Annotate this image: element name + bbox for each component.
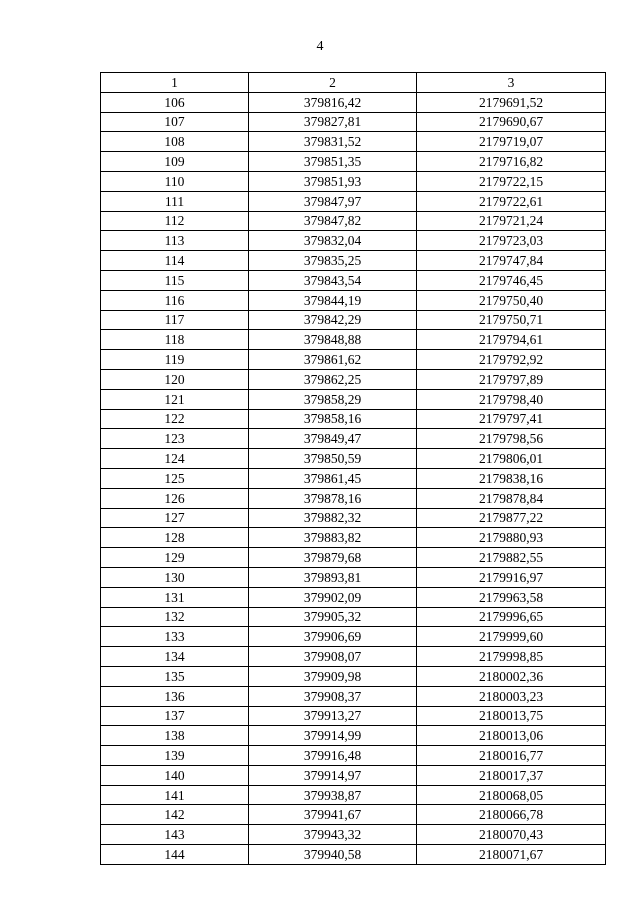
table-row	[101, 310, 606, 330]
y-coordinate-cell: 2180068,05	[417, 785, 606, 805]
point-number-cell: 113	[101, 231, 249, 251]
x-coordinate-cell: 379851,93	[249, 171, 417, 191]
table-header-row	[101, 73, 606, 93]
x-coordinate-cell: 379844,19	[249, 290, 417, 310]
point-number-cell: 120	[101, 369, 249, 389]
table-row	[101, 647, 606, 667]
y-coordinate-cell: 2179722,61	[417, 191, 606, 211]
y-coordinate-cell: 2180066,78	[417, 805, 606, 825]
x-coordinate-cell: 379906,69	[249, 627, 417, 647]
x-coordinate-cell: 379847,82	[249, 211, 417, 231]
table-row	[101, 488, 606, 508]
y-coordinate-cell: 2179838,16	[417, 468, 606, 488]
x-coordinate-cell: 379842,29	[249, 310, 417, 330]
x-coordinate-cell: 379851,35	[249, 152, 417, 172]
point-number-cell: 131	[101, 587, 249, 607]
x-coordinate-cell: 379938,87	[249, 785, 417, 805]
y-coordinate-cell: 2179719,07	[417, 132, 606, 152]
point-number-cell: 121	[101, 389, 249, 409]
y-coordinate-cell: 2179750,40	[417, 290, 606, 310]
y-coordinate-cell: 2180003,23	[417, 686, 606, 706]
page-number: 4	[316, 39, 324, 54]
table-row	[101, 231, 606, 251]
point-number-cell: 137	[101, 706, 249, 726]
point-number-cell: 127	[101, 508, 249, 528]
x-coordinate-cell: 379879,68	[249, 548, 417, 568]
point-number-cell: 138	[101, 726, 249, 746]
table-row	[101, 607, 606, 627]
point-number-cell: 140	[101, 765, 249, 785]
table-row	[101, 191, 606, 211]
x-coordinate-cell: 379905,32	[249, 607, 417, 627]
point-number-cell: 124	[101, 449, 249, 469]
x-coordinate-cell: 379882,32	[249, 508, 417, 528]
y-coordinate-cell: 2180070,43	[417, 825, 606, 845]
y-coordinate-cell: 2179746,45	[417, 270, 606, 290]
column-header-3: 3	[417, 73, 606, 93]
table-row	[101, 805, 606, 825]
table-row	[101, 350, 606, 370]
point-number-cell: 117	[101, 310, 249, 330]
y-coordinate-cell: 2179794,61	[417, 330, 606, 350]
point-number-cell: 115	[101, 270, 249, 290]
y-coordinate-cell: 2179916,97	[417, 567, 606, 587]
y-coordinate-cell: 2179691,52	[417, 92, 606, 112]
point-number-cell: 144	[101, 845, 249, 865]
x-coordinate-cell: 379831,52	[249, 132, 417, 152]
y-coordinate-cell: 2179716,82	[417, 152, 606, 172]
table-row	[101, 627, 606, 647]
y-coordinate-cell: 2180016,77	[417, 746, 606, 766]
table-row	[101, 706, 606, 726]
x-coordinate-cell: 379861,45	[249, 468, 417, 488]
y-coordinate-cell: 2179882,55	[417, 548, 606, 568]
y-coordinate-cell: 2180071,67	[417, 845, 606, 865]
x-coordinate-cell: 379835,25	[249, 251, 417, 271]
y-coordinate-cell: 2179721,24	[417, 211, 606, 231]
point-number-cell: 133	[101, 627, 249, 647]
table-row	[101, 468, 606, 488]
x-coordinate-cell: 379908,37	[249, 686, 417, 706]
x-coordinate-cell: 379902,09	[249, 587, 417, 607]
x-coordinate-cell: 379849,47	[249, 429, 417, 449]
point-number-cell: 122	[101, 409, 249, 429]
table-row	[101, 528, 606, 548]
y-coordinate-cell: 2179722,15	[417, 171, 606, 191]
point-number-cell: 141	[101, 785, 249, 805]
x-coordinate-cell: 379941,67	[249, 805, 417, 825]
y-coordinate-cell: 2179878,84	[417, 488, 606, 508]
x-coordinate-cell: 379883,82	[249, 528, 417, 548]
y-coordinate-cell: 2179999,60	[417, 627, 606, 647]
y-coordinate-cell: 2179996,65	[417, 607, 606, 627]
x-coordinate-cell: 379861,62	[249, 350, 417, 370]
y-coordinate-cell: 2179806,01	[417, 449, 606, 469]
point-number-cell: 107	[101, 112, 249, 132]
point-number-cell: 132	[101, 607, 249, 627]
x-coordinate-cell: 379832,04	[249, 231, 417, 251]
table-row	[101, 508, 606, 528]
table-row	[101, 785, 606, 805]
point-number-cell: 112	[101, 211, 249, 231]
table-row	[101, 845, 606, 865]
y-coordinate-cell: 2179877,22	[417, 508, 606, 528]
y-coordinate-cell: 2180013,06	[417, 726, 606, 746]
y-coordinate-cell: 2180002,36	[417, 666, 606, 686]
table-row	[101, 567, 606, 587]
table-row	[101, 369, 606, 389]
table-row	[101, 112, 606, 132]
x-coordinate-cell: 379943,32	[249, 825, 417, 845]
table-row	[101, 152, 606, 172]
table-row	[101, 270, 606, 290]
table-row	[101, 548, 606, 568]
coordinates-table	[100, 72, 606, 865]
table-row	[101, 429, 606, 449]
table-row	[101, 409, 606, 429]
point-number-cell: 118	[101, 330, 249, 350]
table-row	[101, 330, 606, 350]
y-coordinate-cell: 2179880,93	[417, 528, 606, 548]
table-row	[101, 765, 606, 785]
table-row	[101, 290, 606, 310]
table-row	[101, 132, 606, 152]
y-coordinate-cell: 2179690,67	[417, 112, 606, 132]
y-coordinate-cell: 2180013,75	[417, 706, 606, 726]
point-number-cell: 128	[101, 528, 249, 548]
x-coordinate-cell: 379858,16	[249, 409, 417, 429]
table-row	[101, 171, 606, 191]
table-row	[101, 92, 606, 112]
point-number-cell: 135	[101, 666, 249, 686]
column-header-1: 1	[101, 73, 249, 93]
column-header-2: 2	[249, 73, 417, 93]
point-number-cell: 109	[101, 152, 249, 172]
x-coordinate-cell: 379862,25	[249, 369, 417, 389]
y-coordinate-cell: 2180017,37	[417, 765, 606, 785]
point-number-cell: 106	[101, 92, 249, 112]
x-coordinate-cell: 379909,98	[249, 666, 417, 686]
point-number-cell: 114	[101, 251, 249, 271]
x-coordinate-cell: 379914,99	[249, 726, 417, 746]
x-coordinate-cell: 379848,88	[249, 330, 417, 350]
table-row	[101, 587, 606, 607]
x-coordinate-cell: 379893,81	[249, 567, 417, 587]
y-coordinate-cell: 2179723,03	[417, 231, 606, 251]
point-number-cell: 119	[101, 350, 249, 370]
point-number-cell: 136	[101, 686, 249, 706]
point-number-cell: 142	[101, 805, 249, 825]
y-coordinate-cell: 2179998,85	[417, 647, 606, 667]
point-number-cell: 108	[101, 132, 249, 152]
x-coordinate-cell: 379913,27	[249, 706, 417, 726]
y-coordinate-cell: 2179792,92	[417, 350, 606, 370]
point-number-cell: 110	[101, 171, 249, 191]
table-row	[101, 211, 606, 231]
y-coordinate-cell: 2179750,71	[417, 310, 606, 330]
y-coordinate-cell: 2179798,56	[417, 429, 606, 449]
x-coordinate-cell: 379916,48	[249, 746, 417, 766]
table-row	[101, 389, 606, 409]
table-row	[101, 251, 606, 271]
point-number-cell: 143	[101, 825, 249, 845]
x-coordinate-cell: 379843,54	[249, 270, 417, 290]
x-coordinate-cell: 379914,97	[249, 765, 417, 785]
point-number-cell: 125	[101, 468, 249, 488]
table-row	[101, 825, 606, 845]
table-body	[101, 92, 606, 864]
y-coordinate-cell: 2179797,41	[417, 409, 606, 429]
x-coordinate-cell: 379850,59	[249, 449, 417, 469]
table-row	[101, 726, 606, 746]
x-coordinate-cell: 379858,29	[249, 389, 417, 409]
point-number-cell: 139	[101, 746, 249, 766]
y-coordinate-cell: 2179747,84	[417, 251, 606, 271]
point-number-cell: 129	[101, 548, 249, 568]
x-coordinate-cell: 379827,81	[249, 112, 417, 132]
y-coordinate-cell: 2179963,58	[417, 587, 606, 607]
table-row	[101, 666, 606, 686]
x-coordinate-cell: 379908,07	[249, 647, 417, 667]
x-coordinate-cell: 379847,97	[249, 191, 417, 211]
table-row	[101, 449, 606, 469]
point-number-cell: 116	[101, 290, 249, 310]
point-number-cell: 111	[101, 191, 249, 211]
point-number-cell: 126	[101, 488, 249, 508]
table-row	[101, 746, 606, 766]
y-coordinate-cell: 2179797,89	[417, 369, 606, 389]
point-number-cell: 134	[101, 647, 249, 667]
point-number-cell: 130	[101, 567, 249, 587]
x-coordinate-cell: 379816,42	[249, 92, 417, 112]
point-number-cell: 123	[101, 429, 249, 449]
x-coordinate-cell: 379878,16	[249, 488, 417, 508]
y-coordinate-cell: 2179798,40	[417, 389, 606, 409]
x-coordinate-cell: 379940,58	[249, 845, 417, 865]
table-row	[101, 686, 606, 706]
